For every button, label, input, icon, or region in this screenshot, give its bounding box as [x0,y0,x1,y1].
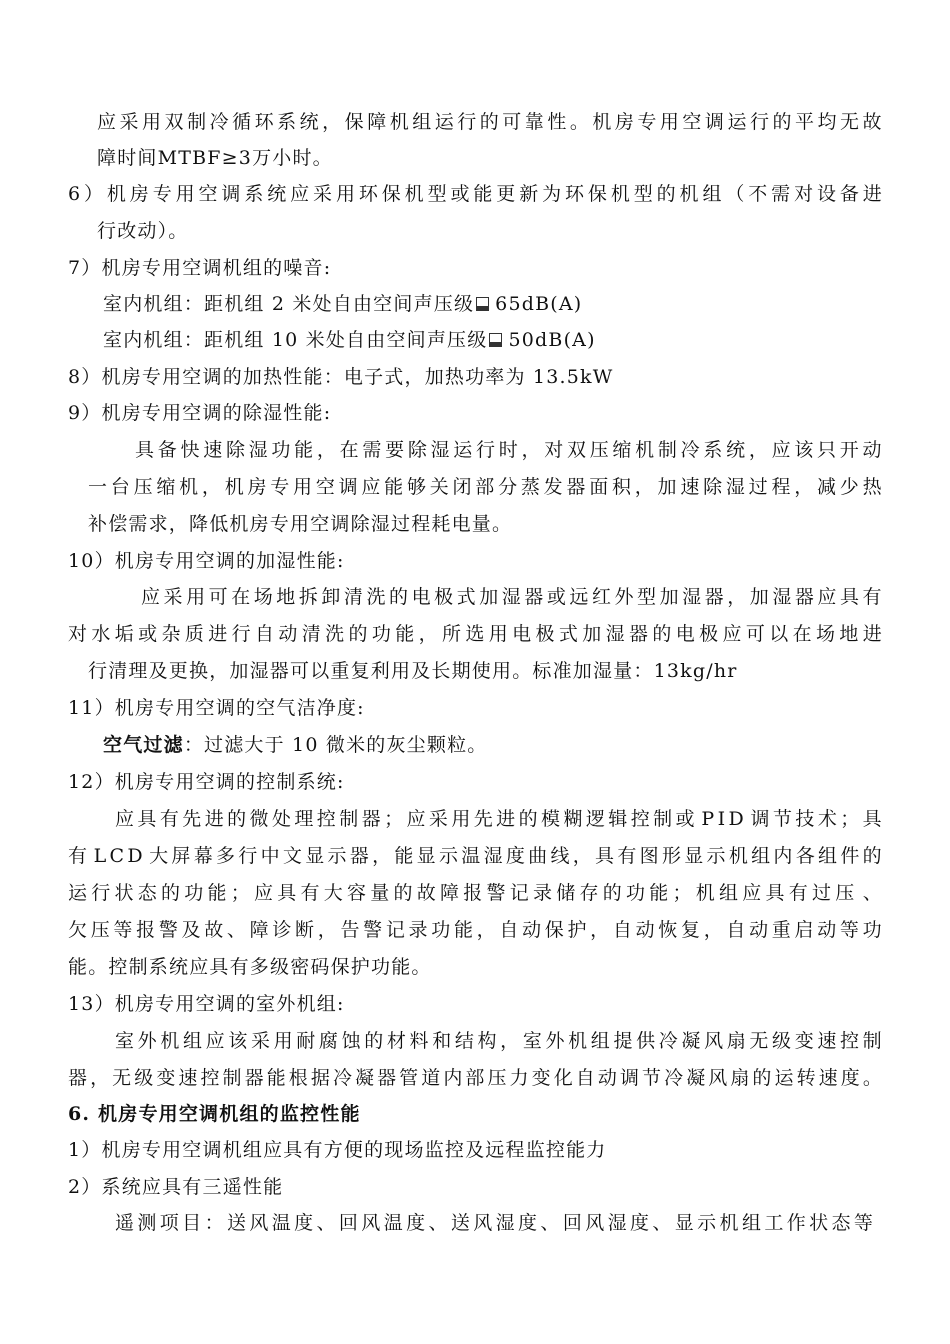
paragraph-line: 应 具 有 先 进 的 微 处 理 控 制 器 ； 应 采 用 先 进 的 模 糊 逻 辑 控 制 或 P I D 调 节 技 术 ； 具 [115,808,882,830]
list-item-12: 12）机房专用空调的控制系统: [68,771,345,793]
paragraph-line: 补偿需求，降低机房专用空调除湿过程耗电量。 [88,513,513,535]
less-equal-symbol-icon [489,333,502,347]
noise-spec-value: 50dB(A) [508,329,596,351]
paragraph-line: 室 外 机 组 应 该 采 用 耐 腐 蚀 的 材 料 和 结 构 ， 室 外 机 组 提 供 冷 凝 风 扇 无 级 变 速 控 制 [115,1030,882,1052]
paragraph-line: 具 备 快 速 除 湿 功 能 ， 在 需 要 除 湿 运 行 时 ， 对 双 压 缩 机 制 冷 系 统 ， 应 该 只 开 动 [135,439,882,461]
paragraph-line: 障时间MTBF≥3万小时。 [97,147,333,169]
list-item-7: 7）机房专用空调机组的噪音: [68,257,332,279]
noise-spec-label: 室内机组：距机组 2 米处自由空间声压级 [103,293,475,315]
list-item-1: 1）机房专用空调机组应具有方便的现场监控及远程监控能力 [68,1139,607,1161]
list-item-8: 8）机房专用空调的加热性能：电子式，加热功率为 13.5kW [68,366,614,388]
air-filter-label: 空气过滤 [103,734,184,756]
paragraph-line: 应 采 用 可 在 场 地 拆 卸 清 洗 的 电 极 式 加 湿 器 或 远 红 外 型 加 湿 器 ， 加 湿 器 应 具 有 [141,586,882,608]
paragraph-line: 一 台 压 缩 机 ， 机 房 专 用 空 调 应 能 够 关 闭 部 分 蒸 发 器 面 积 ， 加 速 除 湿 过 程 ， 减 少 热 [88,476,882,498]
list-item-11: 11）机房专用空调的空气洁净度: [68,697,365,719]
air-filter-text: ：过滤大于 10 微米的灰尘颗粒。 [183,734,488,756]
paragraph-line: 行清理及更换，加湿器可以重复利用及长期使用。标准加湿量：13kg/hr [88,660,738,682]
paragraph-line: 能。控制系统应具有多级密码保护功能。 [68,956,432,978]
less-equal-symbol-icon [476,297,489,311]
paragraph-line: 遥 测 项 目 ： 送 风 温 度 、 回 风 温 度 、 送 风 湿 度 、 回 风 湿 度 、 显 示 机 组 工 作 状 态 等 [115,1212,873,1234]
paragraph-line: 运 行 状 态 的 功 能 ； 应 具 有 大 容 量 的 故 障 报 警 记 录 储 存 的 功 能 ； 机 组 应 具 有 过 压 、 [68,882,882,904]
paragraph-line: 应 采 用 双 制 冷 循 环 系 统 ， 保 障 机 组 运 行 的 可 靠 性 。 机 房 专 用 空 调 运 行 的 平 均 无 故 [97,111,882,133]
list-item-2: 2）系统应具有三遥性能 [68,1176,284,1198]
paragraph-line: 有 L C D 大 屏 幕 多 行 中 文 显 示 器 ， 能 显 示 温 湿 度 曲 线 ， 具 有 图 形 显 示 机 组 内 各 组 件 的 [68,845,882,867]
noise-spec-line [103,291,582,317]
paragraph-line: 器 ， 无 级 变 速 控 制 器 能 根 据 冷 凝 器 管 道 内 部 压 力 变 化 自 动 调 节 冷 凝 风 扇 的 运 转 速 度 。 [68,1067,882,1089]
paragraph-line: 欠 压 等 报 警 及 故 、 障 诊 断 ， 告 警 记 录 功 能 ， 自 动 保 护 ， 自 动 恢 复 ， 自 动 重 启 动 等 功 [68,919,882,941]
list-item-6: 6 ） 机 房 专 用 空 调 系 统 应 采 用 环 保 机 型 或 能 更 新 为 环 保 机 型 的 机 组 （ 不 需 对 设 备 进 [68,183,882,205]
list-item-13: 13）机房专用空调的室外机组: [68,993,345,1015]
noise-spec-value: 65dB(A) [495,293,583,315]
section-heading: 6. 机房专用空调机组的监控性能 [68,1103,361,1125]
paragraph-line: 对 水 垢 或 杂 质 进 行 自 动 清 洗 的 功 能 ， 所 选 用 电 极 式 加 湿 器 的 电 极 应 可 以 在 场 地 进 [68,623,882,645]
noise-spec-label: 室内机组：距机组 10 米处自由空间声压级 [103,329,488,351]
list-item-10: 10）机房专用空调的加湿性能: [68,550,345,572]
air-filter-line [103,732,487,758]
noise-spec-line [103,327,596,353]
paragraph-line: 行改动）。 [97,220,189,242]
list-item-9: 9）机房专用空调的除湿性能: [68,402,332,424]
